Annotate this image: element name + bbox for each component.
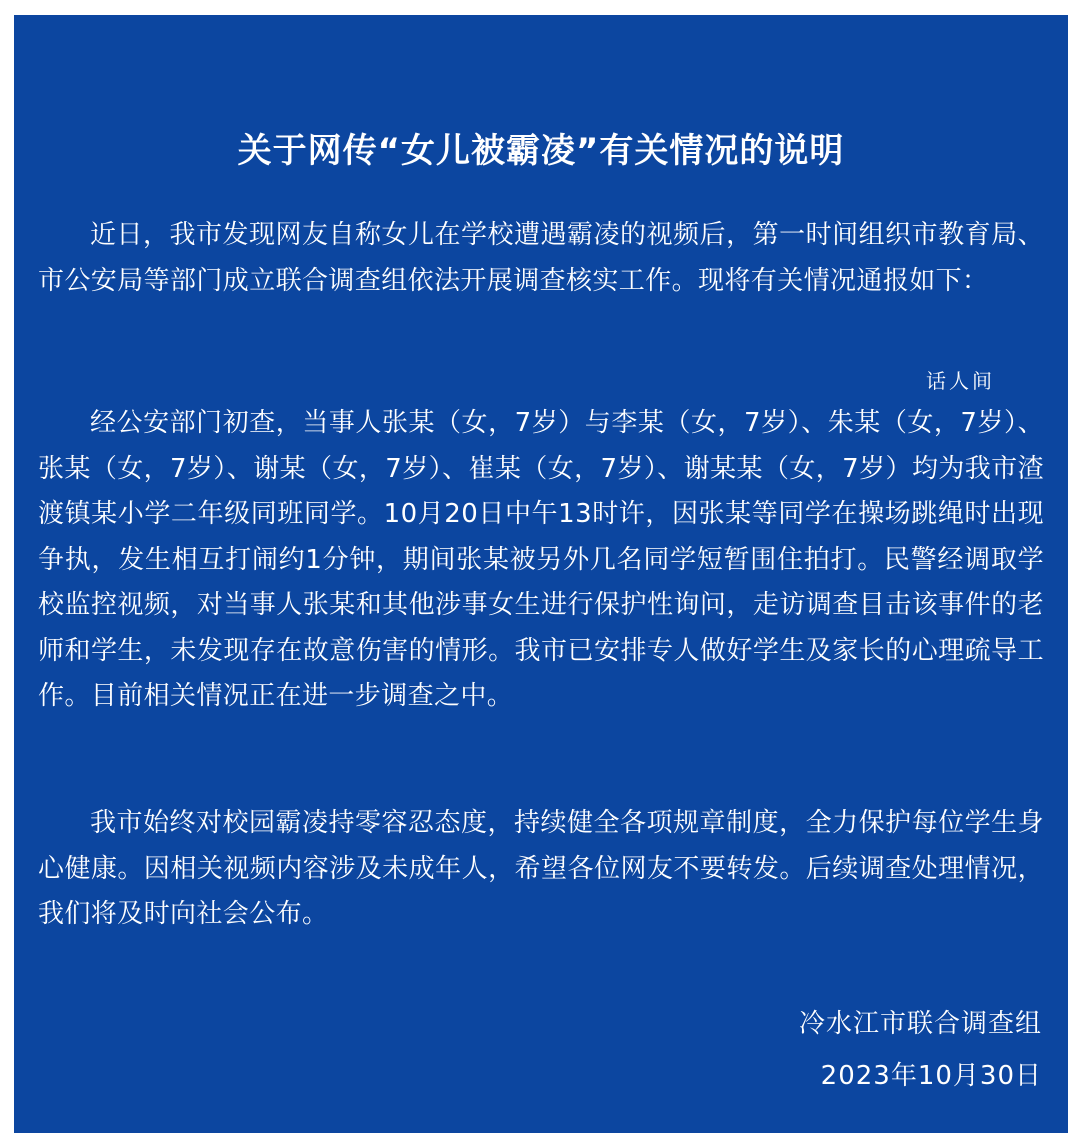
notice-title: 关于网传“女儿被霸凌”有关情况的说明 xyxy=(237,131,845,171)
signature-organization: 冷水江市联合调查组 xyxy=(798,1009,1042,1039)
paragraph-intro: 近日，我市发现网友自称女儿在学校遭遇霸凌的视频后，第一时间组织市教育局、市公安局等部门成立联合调查组依法开展调查核实工作。现将有关情况通报如下： xyxy=(38,220,1044,296)
paragraph-findings: 经公安部门初查，当事人张某（女，7岁）与李某（女，7岁）、朱某（女，7岁）、张某（女，7岁）、谢某（女，7岁）、崔某（女，7岁）、谢某某（女，7岁）均为我市渣渡镇某小学二年级同班同学。10月20日中午13时许，因张某等同学在操场跳绳时出现争执，发生相互打闹约1分钟，期间张某被另外几名同学短暂围住拍打。民警经调取学校监控视频，对当事人张某和其他涉事女生进行保护性询问，走访调查目击该事件的老师和学生，未发现存在故意伤害的情形。我市已安排专人做好学生及家长的心理疏导工作。目前相关情况正在进一步调查之中。 xyxy=(38,408,1044,711)
notice-panel xyxy=(14,15,1068,1133)
watermark-text: 话人间 xyxy=(926,369,995,393)
signature-date: 2023年10月30日 xyxy=(820,1061,1042,1091)
paragraph-statement: 我市始终对校园霸凌持零容忍态度，持续健全各项规章制度，全力保护每位学生身心健康。因相关视频内容涉及未成年人，希望各位网友不要转发。后续调查处理情况，我们将及时向社会公布。 xyxy=(38,808,1044,929)
